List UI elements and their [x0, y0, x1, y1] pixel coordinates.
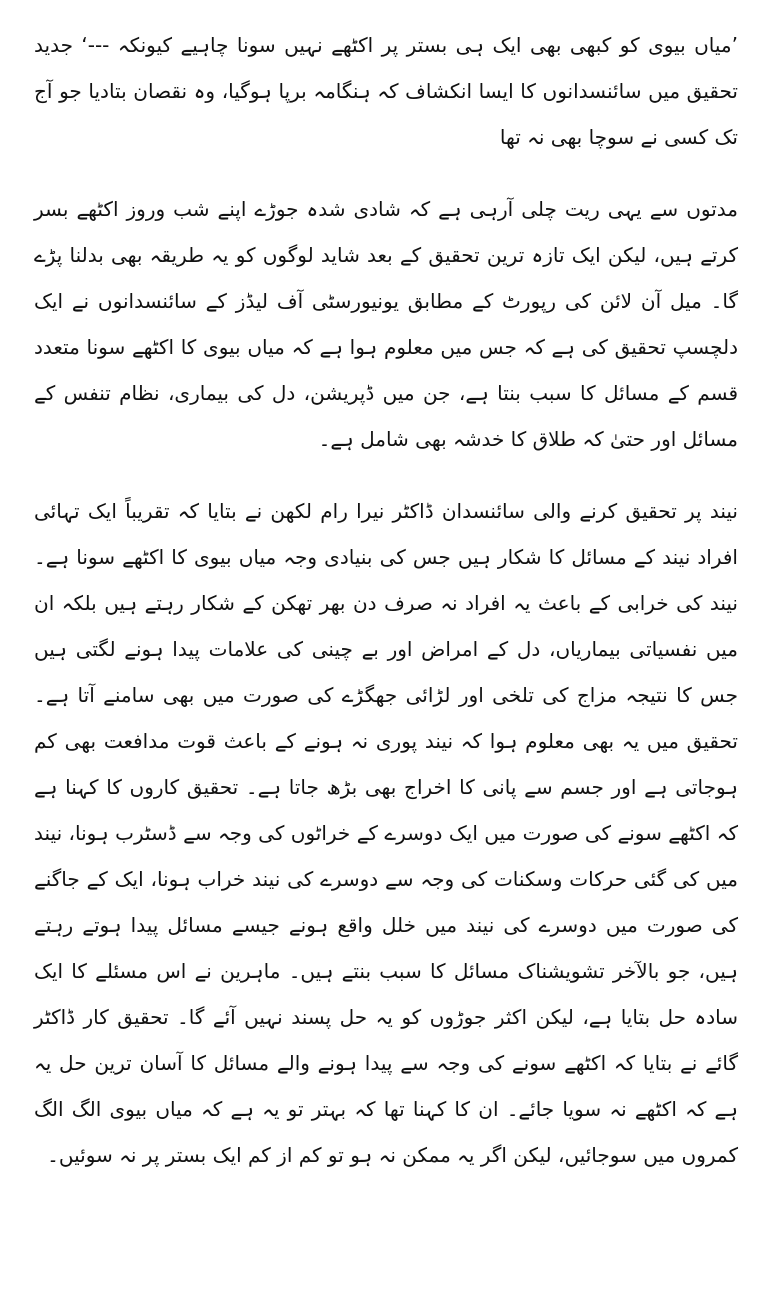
- intro-paragraph: مدتوں سے یہی ریت چلی آرہی ہے کہ شادی شدہ جوڑے اپنے شب وروز اکٹھے بسر کرتے ہیں، لیکن ایک تازہ ترین تحقیق کے بعد شاید لوگوں کو یہ طریقہ بھی بدلنا پڑے گا۔ میل آن لائن کی رپورٹ کے مطابق یونیورسٹی آف لیڈز کے سائنسدانوں نے ایک دلچسپ تحقیق کی ہے کہ جس میں معلوم ہوا ہے کہ میاں بیوی کا اکٹھے سونا متعدد قسم کے مسائل کا سبب بنتا ہے، جن میں ڈپریشن، دل کی بیماری، نظام تنفس کے مسائل اور حتیٰ کہ طلاق کا خدشہ بھی شامل ہے۔: [34, 197, 738, 451]
- research-paragraph: نیند پر تحقیق کرنے والی سائنسدان ڈاکٹر نیرا رام لکھن نے بتایا کہ تقریباً ایک تہائی افراد نیند کے مسائل کا شکار ہیں جس کی بنیادی وجہ میاں بیوی کا اکٹھے سونا ہے۔ نیند کی خرابی کے باعث یہ افراد نہ صرف دن بھر تھکن کے شکار رہتے ہیں بلکہ ان میں نفسیاتی بیماریاں، دل کے امراض اور بے چینی کی علامات پیدا ہونے لگتی ہیں جس کا نتیجہ مزاج کی تلخی اور لڑائی جھگڑے کی صورت میں بھی سامنے آتا ہے۔ تحقیق میں یہ بھی معلوم ہوا کہ نیند پوری نہ ہونے کے باعث قوت مدافعت بھی کم ہوجاتی ہے اور جسم سے پانی کا اخراج بھی بڑھ جاتا ہے۔ تحقیق کاروں کا کہنا ہے کہ اکٹھے سونے کی صورت میں ایک دوسرے کے خراٹوں کی وجہ سے ڈسٹرب ہونا، نیند میں کی گئی حرکات وسکنات کی وجہ سے دوسرے کی نیند خراب ہونا، ایک کے جاگنے کی صورت میں دوسرے کی نیند میں خلل واقع ہونے جیسے مسائل پیدا ہوتے رہتے ہیں، جو بالآخر تشویشناک مسائل کا سبب بنتے ہیں۔ ماہرین نے اس مسئلے کا ایک سادہ حل بتایا ہے، لیکن اکثر جوڑوں کو یہ حل پسند نہیں آئے گا۔ تحقیق کار ڈاکٹر گائے نے بتایا کہ اکٹھے سونے کی وجہ سے پیدا ہونے والے مسائل کا آسان ترین حل یہ ہے کہ اکٹھے نہ سویا جائے۔ ان کا کہنا تھا کہ بہتر تو یہ ہے کہ میاں بیوی الگ الگ کمروں میں سوجائیں، لیکن اگر یہ ممکن نہ ہو تو کم از کم ایک بستر پر نہ سوئیں۔: [34, 499, 738, 1167]
- headline-paragraph: ’میاں بیوی کو کبھی بھی ایک ہی بستر پر اکٹھے نہیں سونا چاہیے کیونکہ ---‘ جدید تحقیق میں سائنسدانوں کا ایسا انکشاف کہ ہنگامہ برپا ہوگیا، وہ نقصان بتادیا جو آج تک کسی نے سوچا بھی نہ تھا: [34, 33, 738, 149]
- article-body: [34, 22, 738, 1178]
